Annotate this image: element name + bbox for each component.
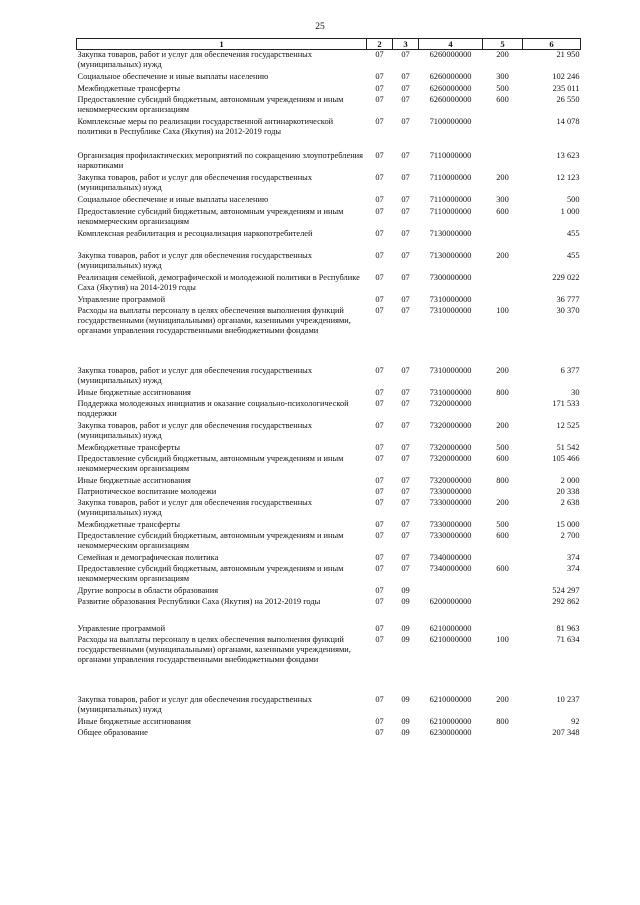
row-expense-type: 600 [496, 563, 509, 573]
table-row [77, 498, 581, 520]
row-name: Закупка товаров, работ и услуг для обеспечения государственных (муниципальных) нужд [77, 497, 313, 517]
row-section: 07 [375, 272, 384, 282]
row-target-code: 7320000000 [429, 398, 472, 408]
row-amount: 455 [566, 250, 580, 260]
row-subsection: 07 [401, 94, 410, 104]
row-subsection: 09 [401, 585, 410, 595]
row-expense-type: 200 [496, 172, 509, 182]
row-section: 07 [375, 497, 384, 507]
row-subsection: 07 [401, 563, 410, 573]
row-name: Развитие образования Республики Саха (Якутия) на 2012-2019 годы [77, 596, 321, 606]
row-section: 07 [375, 519, 384, 529]
row-expense-type: 200 [496, 420, 509, 430]
row-target-code: 7310000000 [429, 365, 472, 375]
row-subsection: 07 [401, 486, 410, 496]
row-subsection: 07 [401, 552, 410, 562]
row-amount: 71 634 [556, 634, 580, 644]
row-subsection: 09 [401, 596, 410, 606]
row-target-code: 6260000000 [429, 50, 472, 59]
table-row [77, 117, 581, 151]
table-body [77, 50, 581, 739]
row-name: Закупка товаров, работ и услуг для обеспечения государственных (муниципальных) нужд [77, 250, 313, 270]
row-target-code: 7110000000 [429, 172, 472, 182]
row-section: 07 [375, 172, 384, 182]
row-section: 07 [375, 150, 384, 160]
row-expense-type: 600 [496, 206, 509, 216]
row-amount: 92 [571, 716, 580, 726]
row-target-code: 7340000000 [429, 563, 472, 573]
table-row [77, 229, 581, 251]
row-target-code: 6260000000 [429, 83, 472, 93]
row-target-code: 6260000000 [429, 71, 472, 81]
row-subsection: 09 [401, 716, 410, 726]
row-section: 07 [375, 387, 384, 397]
row-subsection: 07 [401, 83, 410, 93]
row-subsection: 07 [401, 475, 410, 485]
row-amount: 500 [566, 194, 580, 204]
row-amount: 15 000 [556, 519, 580, 529]
row-target-code: 7110000000 [429, 150, 472, 160]
row-name: Закупка товаров, работ и услуг для обеспечения государственных (муниципальных) нужд [77, 420, 313, 440]
row-section: 07 [375, 420, 384, 430]
row-name: Иные бюджетные ассигнования [77, 716, 191, 726]
row-amount: 20 338 [556, 486, 580, 496]
row-subsection: 09 [401, 694, 410, 704]
table-row [77, 487, 581, 498]
row-expense-type: 600 [496, 530, 509, 540]
row-subsection: 07 [401, 50, 410, 59]
row-name: Другие вопросы в области образования [77, 585, 219, 595]
row-section: 07 [375, 475, 384, 485]
row-amount: 374 [566, 563, 580, 573]
row-name: Поддержка молодежных инициатив и оказание социально-психологической поддержки [77, 398, 349, 418]
row-expense-type: 100 [496, 634, 509, 644]
row-expense-type: 800 [496, 716, 509, 726]
row-name: Управление программой [77, 623, 166, 633]
row-expense-type: 600 [496, 94, 509, 104]
table-row [77, 95, 581, 117]
row-expense-type [483, 586, 523, 597]
row-subsection: 07 [401, 497, 410, 507]
table-row [77, 399, 581, 421]
row-name: Межбюджетные трансферты [77, 442, 181, 452]
row-name: Управление программой [77, 294, 166, 304]
row-target-code: 7330000000 [429, 497, 472, 507]
table-row [77, 476, 581, 487]
row-expense-type: 500 [496, 519, 509, 529]
row-section: 07 [375, 716, 384, 726]
table-row [77, 84, 581, 95]
row-expense-type [483, 728, 523, 739]
row-target-code: 6210000000 [429, 623, 472, 633]
row-target-code: 7330000000 [429, 530, 472, 540]
row-amount: 13 623 [556, 150, 580, 160]
row-target-code: 6210000000 [429, 716, 472, 726]
row-expense-type [483, 273, 523, 295]
page-number: 25 [315, 22, 325, 32]
row-amount: 374 [566, 552, 580, 562]
row-amount: 102 246 [552, 71, 580, 81]
row-target-code: 7320000000 [429, 475, 472, 485]
table-row [77, 388, 581, 399]
column-header: 4 [419, 39, 483, 50]
row-expense-type: 200 [496, 50, 509, 59]
column-header: 5 [483, 39, 523, 50]
row-expense-type: 200 [496, 365, 509, 375]
row-name: Иные бюджетные ассигнования [77, 475, 191, 485]
row-target-code: 6210000000 [429, 634, 472, 644]
row-amount: 105 466 [552, 453, 580, 463]
row-section: 07 [375, 585, 384, 595]
row-name: Социальное обеспечение и иные выплаты населению [77, 71, 269, 81]
row-expense-type: 100 [496, 305, 509, 315]
row-section: 07 [375, 442, 384, 452]
row-target-code: 7320000000 [429, 420, 472, 430]
row-subsection: 07 [401, 442, 410, 452]
row-subsection: 09 [401, 623, 410, 633]
row-amount: 2 700 [560, 530, 580, 540]
row-target-code: 6260000000 [429, 94, 472, 104]
row-name: Закупка товаров, работ и услуг для обеспечения государственных (муниципальных) нужд [77, 50, 313, 69]
row-amount: 30 370 [556, 305, 580, 315]
column-header: 3 [393, 39, 419, 50]
table-row [77, 586, 581, 597]
table-row [77, 695, 581, 717]
table-row [77, 717, 581, 728]
table-row [77, 306, 581, 366]
row-expense-type [483, 487, 523, 498]
row-section: 07 [375, 563, 384, 573]
row-amount: 2 000 [560, 475, 580, 485]
row-amount: 36 777 [556, 294, 580, 304]
row-amount: 14 078 [556, 116, 580, 126]
row-subsection: 09 [401, 727, 410, 737]
row-section: 07 [375, 530, 384, 540]
table-row [77, 624, 581, 635]
row-section: 07 [375, 116, 384, 126]
budget-table [76, 38, 581, 739]
row-subsection: 07 [401, 453, 410, 463]
row-amount: 10 237 [556, 694, 580, 704]
row-section: 07 [375, 365, 384, 375]
row-expense-type [483, 151, 523, 173]
table-row [77, 50, 581, 72]
table-row [77, 295, 581, 306]
row-target-code: 7310000000 [429, 305, 472, 315]
row-section: 07 [375, 453, 384, 463]
row-subsection: 07 [401, 398, 410, 408]
table-row [77, 273, 581, 295]
row-name: Социальное обеспечение и иные выплаты населению [77, 194, 269, 204]
row-section: 07 [375, 194, 384, 204]
row-name: Расходы на выплаты персоналу в целях обеспечения выполнения функций государственными (муниципальными) органами, казенными учреждениями, органами управления государственными внебюджетными фондами [77, 634, 351, 664]
row-expense-type [483, 624, 523, 635]
row-expense-type [483, 229, 523, 251]
table-row [77, 635, 581, 695]
row-subsection: 09 [401, 634, 410, 644]
row-target-code: 7340000000 [429, 552, 472, 562]
row-subsection: 07 [401, 294, 410, 304]
row-section: 07 [375, 634, 384, 644]
row-amount: 51 542 [556, 442, 580, 452]
row-expense-type: 800 [496, 475, 509, 485]
row-expense-type: 200 [496, 694, 509, 704]
row-section: 07 [375, 596, 384, 606]
row-expense-type [483, 295, 523, 306]
row-expense-type [483, 597, 523, 624]
row-amount: 81 963 [556, 623, 580, 633]
row-name: Предоставление субсидий бюджетным, автономным учреждениям и иным некоммерческим организациям [77, 453, 344, 473]
row-expense-type: 200 [496, 497, 509, 507]
row-target-code: 7330000000 [429, 519, 472, 529]
table-row [77, 454, 581, 476]
row-section: 07 [375, 552, 384, 562]
row-name: Закупка товаров, работ и услуг для обеспечения государственных (муниципальных) нужд [77, 694, 313, 714]
row-amount: 455 [566, 228, 580, 238]
table-row [77, 553, 581, 564]
row-subsection: 07 [401, 250, 410, 260]
row-section: 07 [375, 694, 384, 704]
row-name: Комплексные меры по реализации государственной антинаркотической политики в Республике Саха (Якутия) на 2012-2019 годы [77, 116, 334, 136]
row-amount: 30 [571, 387, 580, 397]
row-section: 07 [375, 71, 384, 81]
row-expense-type: 500 [496, 83, 509, 93]
row-expense-type: 200 [496, 250, 509, 260]
column-header: 1 [77, 39, 367, 50]
table-row [77, 366, 581, 388]
row-name: Предоставление субсидий бюджетным, автономным учреждениям и иным некоммерческим организациям [77, 94, 344, 114]
row-name: Предоставление субсидий бюджетным, автономным учреждениям и иным некоммерческим организациям [77, 563, 344, 583]
row-section: 07 [375, 727, 384, 737]
row-subsection: 07 [401, 206, 410, 216]
table-row [77, 195, 581, 207]
row-name: Расходы на выплаты персоналу в целях обеспечения выполнения функций государственными (муниципальными) органами, казенными учреждениями, органами управления государственными внебюджетными фондами [77, 305, 351, 335]
row-amount: 26 550 [556, 94, 580, 104]
row-section: 07 [375, 398, 384, 408]
row-target-code: 7310000000 [429, 294, 472, 304]
row-expense-type: 300 [496, 194, 509, 204]
row-subsection: 07 [401, 116, 410, 126]
row-amount: 1 000 [560, 206, 580, 216]
row-name: Предоставление субсидий бюджетным, автономным учреждениям и иным некоммерческим организациям [77, 530, 344, 550]
row-target-code: 7100000000 [429, 116, 472, 126]
row-name: Межбюджетные трансферты [77, 519, 181, 529]
row-section: 07 [375, 83, 384, 93]
table-row [77, 597, 581, 624]
row-subsection: 07 [401, 150, 410, 160]
row-expense-type [483, 399, 523, 421]
row-name: Закупка товаров, работ и услуг для обеспечения государственных (муниципальных) нужд [77, 365, 313, 385]
table-row [77, 251, 581, 273]
row-amount: 292 862 [552, 596, 580, 606]
row-name: Общее образование [77, 727, 148, 737]
row-subsection: 07 [401, 272, 410, 282]
row-name: Патриотическое воспитание молодежи [77, 486, 217, 496]
table-row [77, 520, 581, 531]
table-row [77, 531, 581, 553]
row-subsection: 07 [401, 305, 410, 315]
row-section: 07 [375, 50, 384, 59]
row-target-code: 7110000000 [429, 206, 472, 216]
row-target-code: 7320000000 [429, 453, 472, 463]
row-target-code: 6200000000 [429, 596, 472, 606]
row-amount: 21 950 [556, 50, 580, 59]
table-row [77, 72, 581, 84]
row-target-code [419, 586, 483, 597]
row-expense-type: 500 [496, 442, 509, 452]
row-subsection: 07 [401, 387, 410, 397]
row-amount: 12 123 [556, 172, 580, 182]
row-target-code: 7130000000 [429, 250, 472, 260]
table-header-row [77, 39, 581, 50]
row-amount: 6 377 [560, 365, 580, 375]
row-target-code: 7320000000 [429, 442, 472, 452]
row-name: Организация профилактических мероприятий по сокращению злоупотребления наркотиками [77, 150, 364, 170]
row-section: 07 [375, 250, 384, 260]
row-amount: 12 525 [556, 420, 580, 430]
row-amount: 524 297 [552, 585, 580, 595]
row-subsection: 07 [401, 194, 410, 204]
row-name: Закупка товаров, работ и услуг для обеспечения государственных (муниципальных) нужд [77, 172, 313, 192]
table-row [77, 151, 581, 173]
row-section: 07 [375, 206, 384, 216]
row-subsection: 07 [401, 228, 410, 238]
table-row [77, 173, 581, 195]
row-section: 07 [375, 305, 384, 315]
row-subsection: 07 [401, 71, 410, 81]
row-target-code: 7330000000 [429, 486, 472, 496]
row-expense-type: 300 [496, 71, 509, 81]
row-target-code: 6210000000 [429, 694, 472, 704]
row-section: 07 [375, 623, 384, 633]
row-section: 07 [375, 294, 384, 304]
row-amount: 229 022 [552, 272, 580, 282]
table-row [77, 728, 581, 739]
row-expense-type: 800 [496, 387, 509, 397]
row-amount: 235 011 [552, 83, 580, 93]
row-target-code: 7130000000 [429, 228, 472, 238]
row-expense-type: 600 [496, 453, 509, 463]
row-section: 07 [375, 228, 384, 238]
row-name: Межбюджетные трансферты [77, 83, 181, 93]
row-amount: 2 638 [560, 497, 580, 507]
row-name: Иные бюджетные ассигнования [77, 387, 191, 397]
row-name: Семейная и демографическая политика [77, 552, 219, 562]
row-section: 07 [375, 94, 384, 104]
row-target-code: 6230000000 [429, 727, 472, 737]
row-amount: 171 533 [552, 398, 580, 408]
table-row [77, 443, 581, 454]
row-name: Реализация семейной, демографической и молодежной политики в Республике Саха (Якутия) на 2014-2019 годы [77, 272, 360, 292]
row-target-code: 7310000000 [429, 387, 472, 397]
row-section: 07 [375, 486, 384, 496]
row-expense-type [483, 117, 523, 151]
row-subsection: 07 [401, 420, 410, 430]
row-name: Предоставление субсидий бюджетным, автономным учреждениям и иным некоммерческим организациям [77, 206, 344, 226]
row-name: Комплексная реабилитация и ресоциализация наркопотребителей [77, 228, 313, 238]
row-amount: 207 348 [552, 727, 580, 737]
table-row [77, 421, 581, 443]
table-row [77, 207, 581, 229]
row-subsection: 07 [401, 172, 410, 182]
column-header: 6 [523, 39, 581, 50]
row-expense-type [483, 553, 523, 564]
row-target-code: 7110000000 [429, 194, 472, 204]
row-subsection: 07 [401, 519, 410, 529]
row-target-code: 7300000000 [429, 272, 472, 282]
row-subsection: 07 [401, 365, 410, 375]
table-row [77, 564, 581, 586]
column-header: 2 [367, 39, 393, 50]
row-subsection: 07 [401, 530, 410, 540]
